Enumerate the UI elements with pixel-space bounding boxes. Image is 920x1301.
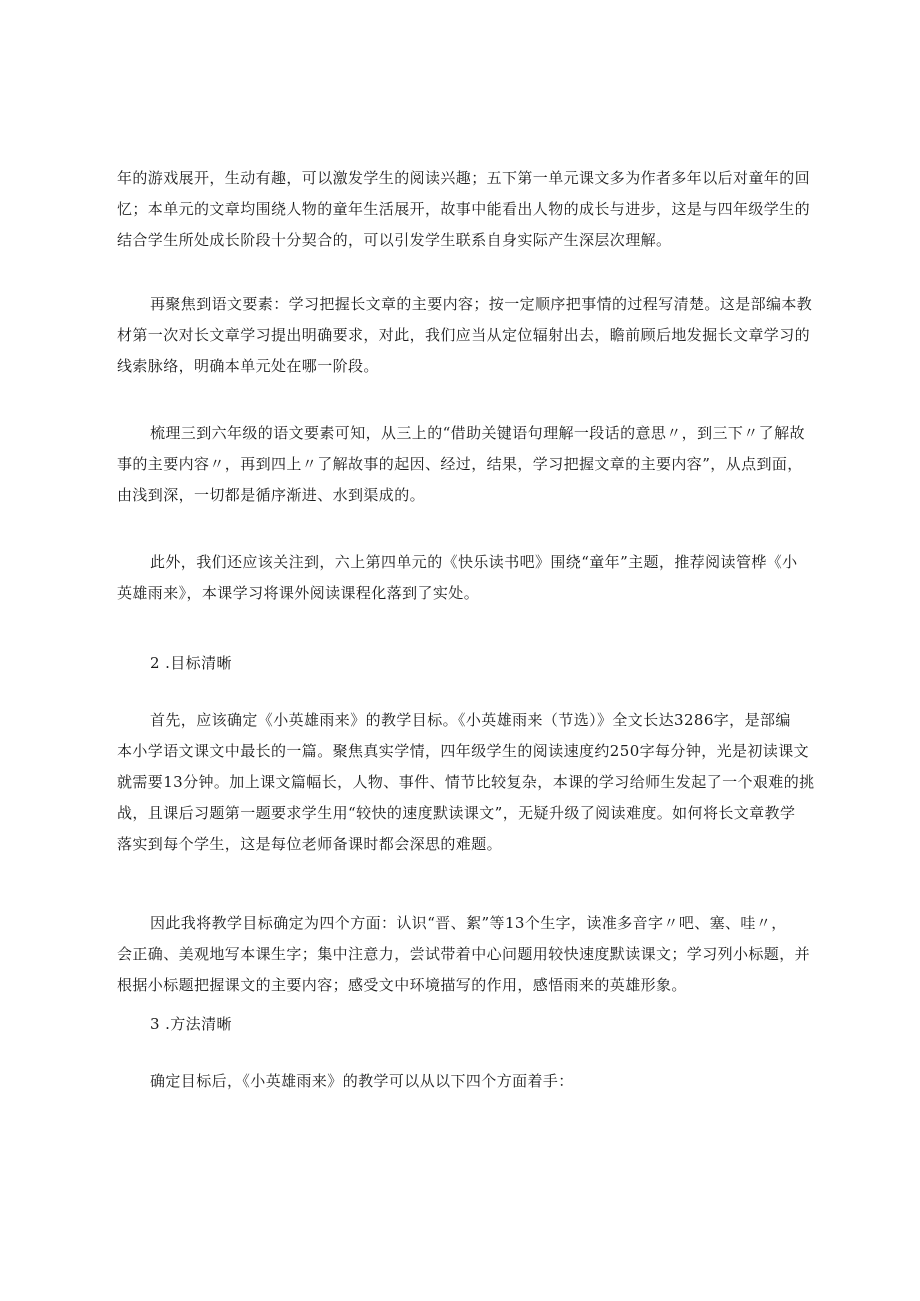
text-line: 线索脉络，明确本单元处在哪一阶段。 <box>117 357 379 375</box>
text-line: 因此我将教学目标确定为四个方面：认识“晋、絮”等13个生字，读准多音字〃吧、塞、哇〃， <box>150 914 787 932</box>
section-heading-goals: 2 .目标清晰 <box>150 654 232 672</box>
paragraph-childhood-theme <box>117 163 817 256</box>
paragraph-four-aspects <box>117 908 817 1001</box>
paragraph-grade-progression <box>117 418 817 511</box>
text-line: 首先，应该确定《小英雄雨来》的教学目标。《小英雄雨来（节选）》全文长达3286字，是部编 <box>150 711 791 729</box>
text-line: 英雄雨来》，本课学习将课外阅读课程化落到了实处。 <box>117 584 480 602</box>
text-line: 再聚焦到语文要素：学习把握长文章的主要内容；按一定顺序把事情的过程写清楚。这是部编本教 <box>150 295 813 313</box>
text-line: 由浅到深，一切都是循序渐进、水到渠成的。 <box>117 486 426 504</box>
paragraph-reading-bar <box>117 547 817 609</box>
paragraph-teaching-goals <box>117 705 817 860</box>
text-line: 根据小标题把握课文的主要内容；感受文中环境描写的作用，感悟雨来的英雄形象。 <box>117 976 687 994</box>
text-line: 梳理三到六年级的语文要素可知，从三上的“借助关键语句理解一段话的意思〃，到三下〃了解故 <box>150 424 805 442</box>
text-line: 结合学生所处成长阶段十分契合的，可以引发学生联系自身实际产生深层次理解。 <box>117 231 672 249</box>
text-line: 此外，我们还应该关注到，六上第四单元的《快乐读书吧》围绕“童年”主题，推荐阅读管桦《小 <box>150 553 798 571</box>
paragraph-methods-intro <box>117 1066 817 1097</box>
text-line: 本小学语文课文中最长的一篇。聚焦真实学情，四年级学生的阅读速度约250字每分钟，光是初读课文 <box>117 742 810 760</box>
text-line: 落实到每个学生，这是每位老师备课时都会深思的难题。 <box>117 835 503 853</box>
section-heading-methods: 3 .方法清晰 <box>150 1015 232 1033</box>
text-line: 材第一次对长文章学习提出明确要求，对此，我们应当从定位辐射出去，瞻前顾后地发掘长文章学习的 <box>117 326 811 344</box>
text-line: 会正确、美观地写本课生字；集中注意力，尝试带着中心问题用较快速度默读课文；学习列小标题，并 <box>117 945 811 963</box>
paragraph-language-elements <box>117 289 817 382</box>
text-line: 战，且课后习题第一题要求学生用“较快的速度默读课文”，无疑升级了阅读难度。如何将长文章教学 <box>117 804 796 822</box>
text-line: 忆；本单元的文章均围绕人物的童年生活展开，故事中能看出人物的成长与进步，这是与四年级学生的 <box>117 200 811 218</box>
text-line: 就需要13分钟。加上课文篇幅长，人物、事件、情节比较复杂，本课的学习给师生发起了一个艰难的挑 <box>117 773 815 791</box>
text-line: 事的主要内容〃，再到四上〃了解故事的起因、经过，结果，学习把握文章的主要内容”，从点到面， <box>117 455 803 473</box>
text-line: 确定目标后，《小英雄雨来》的教学可以从以下四个方面着手： <box>150 1072 574 1090</box>
text-line: 年的游戏展开，生动有趣，可以激发学生的阅读兴趣；五下第一单元课文多为作者多年以后对童年的回 <box>117 169 811 187</box>
